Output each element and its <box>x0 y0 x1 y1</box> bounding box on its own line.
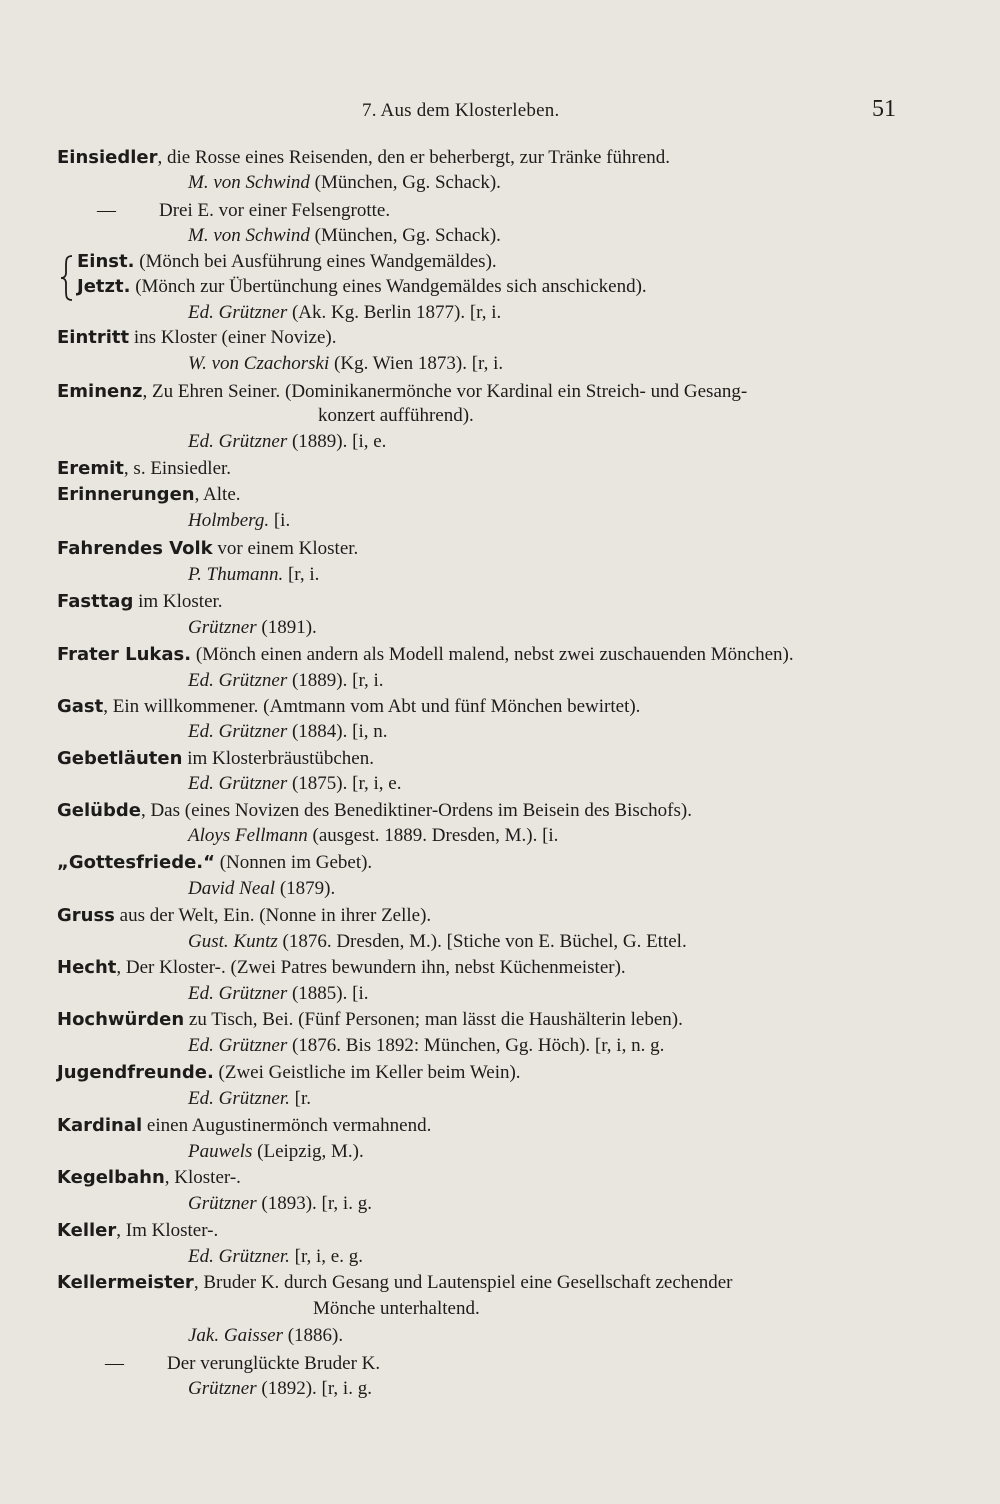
entry-text: , Zu Ehren Seiner. (Dominikanermönche vor Kardinal ein Streich- und Gesang- <box>142 381 748 402</box>
entry-line <box>57 1008 683 1032</box>
entry-line <box>188 1377 372 1401</box>
entry-text: (1875). [r, i, e. <box>287 773 402 794</box>
headword: Gelübde <box>57 800 141 821</box>
entry-line <box>188 930 687 954</box>
entry-text: , s. Einsiedler. <box>123 458 232 479</box>
entry-line <box>97 199 390 223</box>
artist-name: Grützner <box>188 1193 257 1214</box>
artist-name: W. von Czachorski <box>188 353 330 374</box>
artist-name: David Neal <box>188 878 276 899</box>
entry-line <box>77 275 647 299</box>
entry-text: [r, i. <box>283 564 320 585</box>
entry-line <box>57 643 794 667</box>
entry-text: , Bruder K. durch Gesang und Lautenspiel eine Gesellschaft zechender <box>193 1272 733 1293</box>
entry-line <box>105 1352 380 1376</box>
headword: Gruss <box>57 905 115 926</box>
entry-text: (1889). [i, e. <box>287 431 387 452</box>
artist-name: Gust. Kuntz <box>188 931 278 952</box>
artist-name: M. von Schwind <box>188 172 310 193</box>
entry-line <box>188 563 319 587</box>
ditto-dash: — <box>97 200 116 221</box>
entry-line <box>188 509 290 533</box>
headword: Hochwürden <box>57 1009 185 1030</box>
entry-text: , Kloster-. <box>164 1167 241 1188</box>
headword: Eremit <box>57 458 124 479</box>
artist-name: M. von Schwind <box>188 225 310 246</box>
entry-text: Drei E. vor einer Felsengrotte. <box>159 200 391 221</box>
entry-line <box>57 956 626 980</box>
headword: Kellermeister <box>57 1272 194 1293</box>
entry-text: (1892). [r, i. g. <box>256 1378 372 1399</box>
entry-text: (1893). [r, i. g. <box>256 1193 372 1214</box>
entry-line <box>57 1271 732 1295</box>
headword: Gebetläuten <box>57 748 183 769</box>
entry-text: , Ein willkommener. (Amtmann vom Abt und fünf Mönchen bewirtet). <box>103 696 641 717</box>
entry-text: (Mönch einen andern als Modell malend, nebst zwei zuschauenden Mönchen). <box>191 644 794 665</box>
headword: Einst. <box>77 251 135 272</box>
running-head: 7. Aus dem Klosterleben. <box>362 100 560 121</box>
artist-name: Ed. Grützner <box>188 1035 288 1056</box>
entry-text: , Der Kloster-. (Zwei Patres bewundern ihn, nebst Küchenmeister). <box>116 957 626 978</box>
entry-text: [r, i, e. g. <box>289 1246 363 1267</box>
entry-line <box>313 1297 480 1321</box>
headword: Kegelbahn <box>57 1167 165 1188</box>
entry-line <box>57 1114 431 1138</box>
entry-text: (1885). [i. <box>287 983 369 1004</box>
entry-text: (München, Gg. Schack). <box>309 225 501 246</box>
artist-name: Ed. Grützner <box>188 302 288 323</box>
entry-text: (1886). <box>282 1325 344 1346</box>
entry-line <box>57 904 431 928</box>
entry-line <box>57 1061 521 1085</box>
entry-text: (Zwei Geistliche im Keller beim Wein). <box>213 1062 521 1083</box>
entry-text: ins Kloster (einer Novize). <box>129 327 337 348</box>
entry-line <box>57 851 372 875</box>
artist-name: Pauwels <box>188 1141 253 1162</box>
entry-line <box>57 695 640 719</box>
entry-line <box>188 720 388 744</box>
entry-line <box>188 171 501 195</box>
entry-text: [i. <box>269 510 291 531</box>
headword: „Gottesfriede.“ <box>57 852 215 873</box>
entry-line <box>318 404 474 428</box>
ditto-dash: — <box>105 1353 124 1374</box>
entry-line <box>188 430 386 454</box>
artist-name: Aloys Fellmann <box>188 825 308 846</box>
entry-line <box>188 669 384 693</box>
entry-text: (Nonnen im Gebet). <box>214 852 373 873</box>
entry-text: (ausgest. 1889. Dresden, M.). [i. <box>307 825 559 846</box>
entry-line <box>57 799 692 823</box>
headword: Fasttag <box>57 591 134 612</box>
entry-line <box>188 772 402 796</box>
headword: Fahrendes Volk <box>57 538 213 559</box>
entry-line <box>188 877 335 901</box>
artist-name: Ed. Grützner <box>188 431 288 452</box>
entry-line <box>57 380 747 404</box>
entry-text: Der verunglückte Bruder K. <box>167 1353 381 1374</box>
artist-name: Grützner <box>188 617 257 638</box>
artist-name: Grützner <box>188 1378 257 1399</box>
entry-line <box>188 224 501 248</box>
headword: Frater Lukas. <box>57 644 192 665</box>
entry-line <box>188 1087 311 1111</box>
entry-text: im Kloster. <box>133 591 223 612</box>
entry-text: (1891). <box>256 617 317 638</box>
curly-brace-icon <box>58 254 78 302</box>
page-header <box>0 96 1000 132</box>
page-number: 51 <box>872 96 896 122</box>
artist-name: Ed. Grützner <box>188 721 288 742</box>
entry-text: , Das (eines Novizen des Benediktiner-Ordens im Beisein des Bischofs). <box>140 800 692 821</box>
entry-text: (Mönch zur Übertünchung eines Wandgemäldes sich anschickend). <box>130 276 647 297</box>
headword: Kardinal <box>57 1115 143 1136</box>
entry-line <box>188 1324 343 1348</box>
entry-text: , die Rosse eines Reisenden, den er beherbergt, zur Tränke führend. <box>157 147 671 168</box>
headword: Jetzt. <box>77 276 131 297</box>
entry-text: im Klosterbräustübchen. <box>182 748 374 769</box>
entry-text: (Kg. Wien 1873). [r, i. <box>329 353 504 374</box>
entry-text: (München, Gg. Schack). <box>309 172 501 193</box>
artist-name: Ed. Grützner <box>188 983 288 1004</box>
headword: Einsiedler <box>57 147 158 168</box>
artist-name: Ed. Grützner. <box>188 1246 290 1267</box>
artist-name: P. Thumann. <box>188 564 284 585</box>
entry-text: konzert aufführend). <box>318 405 474 426</box>
entry-line <box>188 1140 364 1164</box>
headword: Eintritt <box>57 327 130 348</box>
headword: Keller <box>57 1220 117 1241</box>
entry-text: , Alte. <box>194 484 241 505</box>
entry-line <box>188 352 503 376</box>
entry-line <box>57 537 358 561</box>
entry-line <box>57 326 337 350</box>
entry-line <box>188 824 558 848</box>
entry-line <box>57 1166 241 1190</box>
artist-name: Ed. Grützner. <box>188 1088 290 1109</box>
headword: Eminenz <box>57 381 143 402</box>
entry-line <box>188 1245 363 1269</box>
headword: Gast <box>57 696 104 717</box>
entry-text: aus der Welt, Ein. (Nonne in ihrer Zelle). <box>114 905 432 926</box>
entry-line <box>188 1192 372 1216</box>
entry-text: (1879). <box>275 878 336 899</box>
entry-text: [r. <box>289 1088 311 1109</box>
headword: Hecht <box>57 957 117 978</box>
entry-text: vor einem Kloster. <box>212 538 359 559</box>
entry-text: einen Augustinermönch vermahnend. <box>142 1115 432 1136</box>
artist-name: Ed. Grützner <box>188 773 288 794</box>
entry-line <box>188 982 369 1006</box>
entry-line <box>57 747 374 771</box>
entry-text: (1876. Bis 1892: München, Gg. Höch). [r, i, n. g. <box>287 1035 665 1056</box>
entry-line <box>57 457 231 481</box>
entry-text: (1889). [r, i. <box>287 670 384 691</box>
entry-line <box>188 616 317 640</box>
entry-text: , Im Kloster-. <box>116 1220 219 1241</box>
entry-text: (1884). [i, n. <box>287 721 388 742</box>
entry-line <box>57 483 241 507</box>
artist-name: Holmberg. <box>188 510 270 531</box>
entry-line <box>188 301 501 325</box>
entry-line <box>57 590 223 614</box>
entry-text: (Ak. Kg. Berlin 1877). [r, i. <box>287 302 502 323</box>
entry-line <box>57 146 670 170</box>
artist-name: Ed. Grützner <box>188 670 288 691</box>
headword: Erinnerungen <box>57 484 195 505</box>
entry-text: zu Tisch, Bei. (Fünf Personen; man lässt die Haushälterin leben). <box>184 1009 683 1030</box>
entry-line <box>57 1219 218 1243</box>
entry-line <box>188 1034 664 1058</box>
entry-text: (Mönch bei Ausführung eines Wandgemäldes). <box>134 251 497 272</box>
entry-line <box>77 250 497 274</box>
entry-text: Mönche unterhaltend. <box>313 1298 480 1319</box>
entry-text: (1876. Dresden, M.). [Stiche von E. Büchel, G. Ettel. <box>277 931 687 952</box>
headword: Jugendfreunde. <box>57 1062 214 1083</box>
entry-text: (Leipzig, M.). <box>252 1141 364 1162</box>
artist-name: Jak. Gaisser <box>188 1325 283 1346</box>
